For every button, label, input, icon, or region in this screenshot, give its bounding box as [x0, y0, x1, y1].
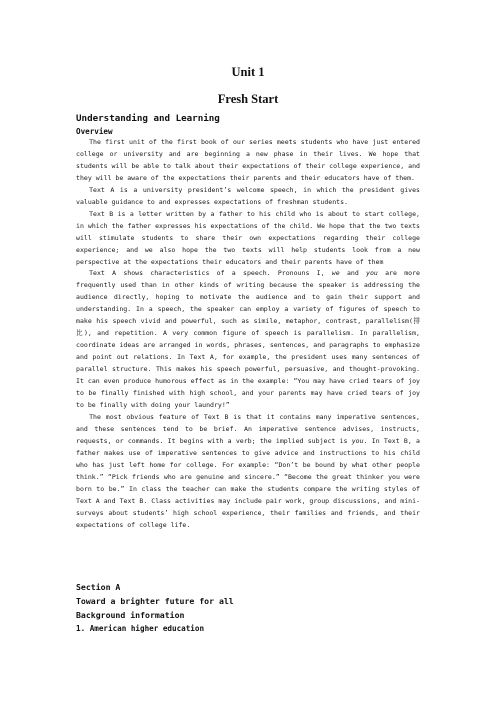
p4-text-c: are more frequently used than in other kinds of writing because the speaker is addressing the audience directly, hoping to motivate the audience and to gain their support and understanding. In a speech, the speaker can employ a variety of figures of speech to make his speech vivid and powerful, such as simile, metaphor, contrast, parallelism(排比), and repetition. A very common figure of speech is parallelism. In parallelism, coordinate ideas are arranged in words, phrases, sentences, and paragraphs to emphasize and point out relations. In Text A, for example, the president uses many sentences of parallel structure. This makes his speech powerful, persuasive, and thought-provoking. It can even produce humorous effect as in the example: “You may have cried tears of joy to be finally finished with high school, and your parents may have cried tears of joy to be finally with doing your laundry!”: [76, 269, 420, 409]
overview-paragraph-3: Text B is a letter written by a father to his child who is about to start college, in which the father expresses his expectations of the child. We hope that the two texts will stimulate students to share their own expectations regarding their college experience; and we also hope the two texts will help students look from a new perspective at the expectations their educators and their parents have of them: [76, 209, 420, 266]
overview-heading: Overview: [76, 127, 113, 136]
p4-text-b: and: [339, 269, 367, 278]
unit-title: Fresh Start: [217, 92, 279, 106]
p5-text-a: The most obvious feature of Text B is that it contains many imperative sentences, and these sentences tend to be brief. An imperative sentence advises, instructs, requests, or commands. It begins with a verb; the implied subject is: [76, 412, 420, 445]
section-a-title: Toward a brighter future for all: [76, 596, 234, 606]
p5-you: you: [351, 436, 364, 445]
p5-text-b: . In Text B, a father makes use of imperative sentences to give advice and instructions to his child who has just left home for college. For example: “Don’t be bound by what other people think.” “Pick friends who are genuine and sincere.” “Become the great thinker you were born to be.” In class the teacher can make the students compare the writing styles of Text A and Text B. Class activities may include pair work, group discussions, and mini-surveys about students’ high school experience, their families and friends, and their expectations of college life.: [76, 436, 420, 529]
unit-number: Unit 1: [231, 65, 265, 79]
background-heading: Background information: [76, 610, 185, 620]
p4-you: you: [366, 269, 378, 278]
section-a-heading: Section A: [76, 582, 121, 592]
overview-paragraph-5: [76, 412, 420, 532]
overview-paragraph-2: Text A is a university president’s welcome speech, in which the president gives valuable guidance to and expresses expectations of freshman students.: [76, 185, 420, 206]
overview-paragraph-4: [76, 268, 420, 411]
understanding-heading: Understanding and Learning: [76, 113, 220, 124]
p4-we: we: [331, 269, 340, 278]
overview-body: [76, 137, 420, 531]
overview-paragraph-1: The first unit of the first book of our series meets students who have just entered college or university and are beginning a new phase in their lives. We hope that students will be able to talk about their expectations of their college experience, and they will be aware of the expectations their parents and their educators have of them.: [76, 138, 420, 182]
p4-text-a: Text A shows characteristics of a speech. Pronouns I,: [89, 269, 332, 278]
american-higher-education-heading: 1. American higher education: [76, 624, 205, 633]
